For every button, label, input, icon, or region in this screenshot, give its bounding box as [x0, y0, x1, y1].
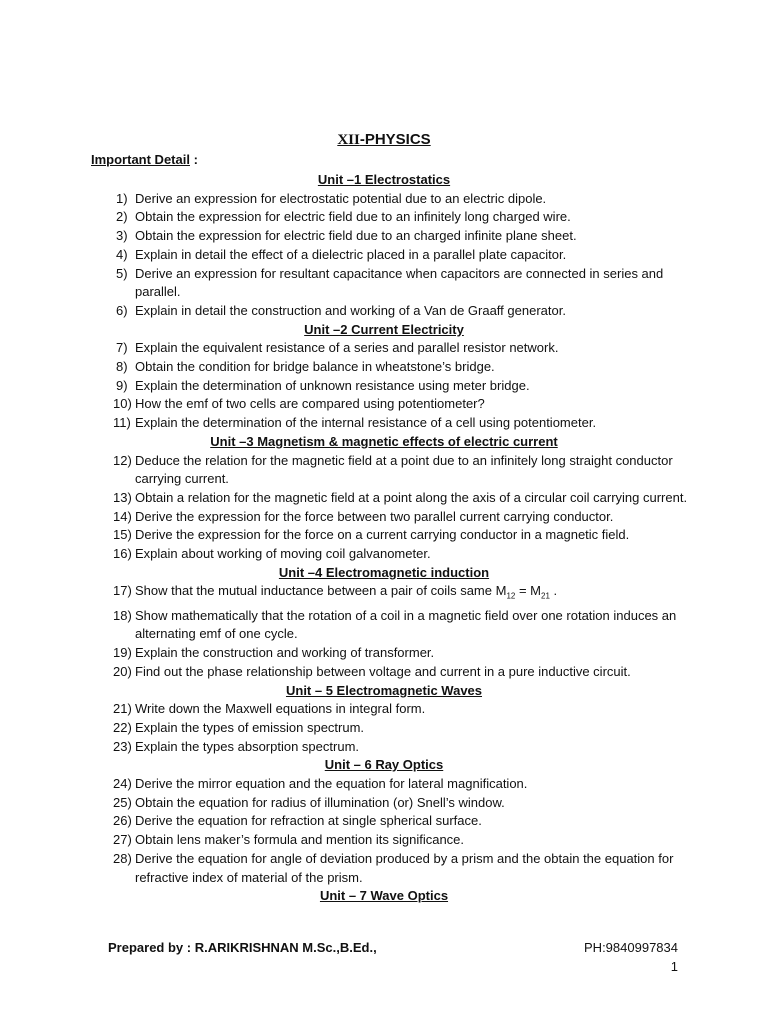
unit-heading: Unit –2 Current Electricity: [304, 321, 464, 337]
question-text: Obtain the condition for bridge balance in wheatstone’s bridge.: [135, 359, 495, 374]
question-number: 20): [113, 663, 132, 679]
question-text: Explain the equivalent resistance of a series and parallel resistor network.: [135, 340, 559, 356]
question-number: 19): [113, 645, 132, 661]
unit-heading: Unit –3 Magnetism & magnetic effects of electric current: [210, 433, 558, 449]
question-item: [0, 227, 768, 246]
question-item: [0, 489, 768, 508]
question-text: Obtain the expression for electric field due to an infinitely long charged wire.: [135, 209, 571, 225]
question-text: Derive the expression for the force between two parallel current carrying conductor.: [135, 508, 614, 524]
question-text: Explain the types absorption spectrum.: [135, 738, 360, 754]
question-list: [0, 171, 768, 906]
question-text: Obtain a relation for the magnetic field at a point along the axis of a circular coil carrying current.: [135, 489, 688, 505]
question-item: [0, 208, 768, 227]
question-item: [0, 377, 768, 396]
question-text: Derive the mirror equation and the equation for lateral magnification.: [135, 776, 528, 791]
question-item: [0, 738, 768, 757]
question-number: 22): [113, 719, 132, 735]
question-item: [0, 414, 768, 433]
question-item: [0, 302, 768, 321]
question-number: 8): [116, 359, 128, 374]
question-item: [0, 644, 768, 663]
question-item: [0, 812, 768, 831]
question-text: Deduce the relation for the magnetic field at a point due to an infinitely long straight conductor carrying current.: [135, 452, 673, 487]
question-item: [0, 508, 768, 527]
question-number: 28): [113, 850, 132, 866]
question-item: [0, 358, 768, 377]
question-number: 7): [116, 340, 128, 356]
question-text: Derive the equation for angle of deviation produced by a prism and the obtain the equation for refractive index of material of the prism.: [135, 850, 674, 885]
question-item: [0, 395, 768, 414]
question-item: [0, 607, 768, 644]
phone-number: PH:9840997834: [584, 940, 678, 955]
title-rest: -PHYSICS: [359, 131, 431, 148]
question-number: 24): [113, 776, 132, 791]
question-text: Derive an expression for electrostatic potential due to an electric dipole.: [135, 190, 547, 206]
document-title: [0, 131, 768, 149]
question-item: [0, 545, 768, 564]
unit-heading: Unit –1 Electrostatics: [317, 172, 451, 187]
question-number: 11): [113, 415, 131, 431]
question-item: [0, 700, 768, 719]
important-detail-label: Important Detail: [91, 152, 190, 167]
question-text: Derive the equation for refraction at single spherical surface.: [135, 813, 482, 829]
question-text-part: = M: [515, 583, 541, 599]
question-number: 12): [113, 452, 132, 468]
question-item: [0, 775, 768, 794]
question-number: 13): [113, 489, 132, 505]
unit-heading: Unit – 7 Wave Optics: [319, 888, 449, 904]
important-detail: [91, 152, 198, 167]
question-text: Obtain the expression for electric field due to an charged infinite plane sheet.: [135, 228, 577, 244]
question-text: Derive an expression for resultant capacitance when capacitors are connected in series and parallel.: [135, 265, 664, 300]
question-text: Obtain lens maker’s formula and mention its significance.: [135, 832, 465, 848]
question-text: Derive the expression for the force on a current carrying conductor in a magnetic field.: [135, 527, 630, 543]
prepared-by: Prepared by : R.ARIKRISHNAN M.Sc.,B.Ed.,: [108, 940, 377, 955]
question-item: [0, 452, 768, 489]
question-text: Write down the Maxwell equations in integral form.: [135, 701, 426, 717]
question-item: [0, 850, 768, 887]
question-number: 23): [113, 738, 132, 754]
important-detail-colon: :: [189, 152, 198, 167]
question-number: 2): [116, 209, 128, 225]
question-number: 26): [113, 813, 132, 829]
question-number: 15): [113, 527, 132, 543]
question-number: 6): [116, 302, 128, 318]
question-text: Explain the types of emission spectrum.: [135, 719, 365, 735]
question-text: Explain in detail the construction and working of a Van de Graaff generator.: [135, 302, 566, 318]
question-item: [0, 339, 768, 358]
question-number: 17): [113, 583, 132, 599]
question-number: 1): [116, 190, 128, 206]
question-text: Obtain the equation for radius of illumination (or) Snell’s window.: [135, 794, 505, 810]
question-item: [0, 663, 768, 682]
page-number: 1: [670, 959, 678, 974]
question-text-part: .: [549, 583, 558, 599]
question-item: [0, 582, 768, 606]
question-number: 9): [116, 377, 128, 393]
question-number: 10): [113, 396, 132, 412]
title-prefix: XII: [337, 132, 360, 148]
subscript: 21: [541, 592, 550, 601]
question-item: [0, 794, 768, 813]
question-text: Explain about working of moving coil galvanometer.: [135, 546, 431, 562]
question-item: [0, 246, 768, 265]
question-item: [0, 265, 768, 302]
question-text: Find out the phase relationship between voltage and current in a pure inductive circuit.: [135, 663, 631, 679]
question-text: Explain the determination of the internal resistance of a cell using potentiometer.: [135, 415, 597, 431]
question-number: 16): [113, 546, 132, 562]
question-number: 3): [116, 228, 128, 244]
question-item: [0, 719, 768, 738]
question-number: 5): [116, 265, 128, 281]
question-text: Explain in detail the effect of a dielectric placed in a parallel plate capacitor.: [135, 246, 567, 262]
subscript: 12: [506, 592, 516, 601]
question-text-part: Show that the mutual inductance between a pair of coils same M: [135, 583, 507, 599]
question-text: Explain the construction and working of transformer.: [135, 645, 435, 661]
question-text: [135, 583, 558, 601]
question-number: 14): [113, 508, 132, 524]
question-number: 18): [113, 607, 132, 623]
question-number: 25): [113, 794, 132, 810]
question-text: Explain the determination of unknown resistance using meter bridge.: [135, 377, 530, 393]
unit-heading: Unit – 5 Electromagnetic Waves: [285, 682, 483, 698]
question-number: 27): [113, 832, 132, 848]
question-item: [0, 190, 768, 209]
question-text: Show mathematically that the rotation of a coil in a magnetic field over one rotation induces an alternating emf of one cycle.: [135, 607, 677, 642]
question-number: 4): [116, 246, 128, 262]
question-item: [0, 526, 768, 545]
question-item: [0, 831, 768, 850]
question-text: How the emf of two cells are compared using potentiometer?: [135, 396, 485, 412]
unit-heading: Unit – 6 Ray Optics: [324, 757, 444, 773]
unit-heading: Unit –4 Electromagnetic induction: [278, 564, 490, 580]
question-number: 21): [113, 701, 132, 717]
